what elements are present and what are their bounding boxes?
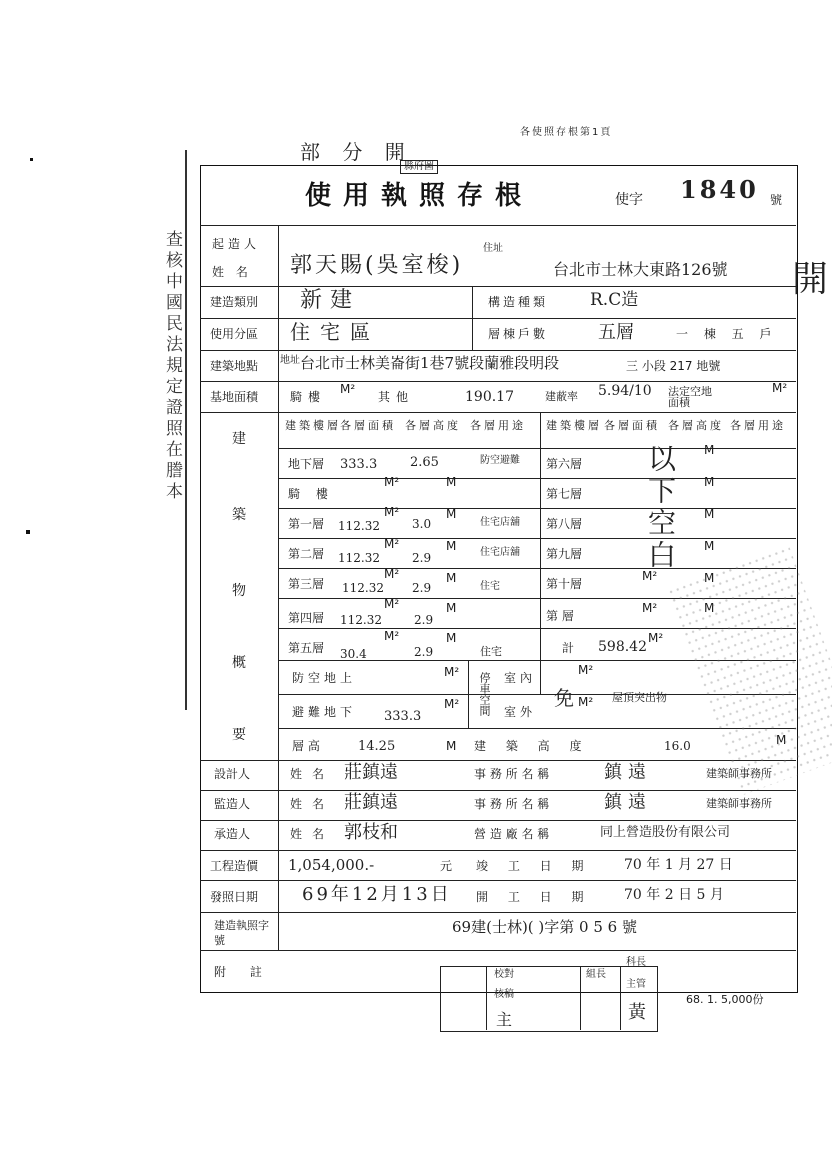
unit-m2: M²	[578, 663, 594, 677]
unit-m: M	[704, 539, 715, 553]
unit-m: M	[704, 571, 715, 585]
approval-stamp-box	[440, 966, 658, 1032]
row-use: 住宅	[480, 645, 502, 658]
stamp-box2-0: 科長	[626, 957, 646, 968]
site-suffix: 三 小段 217 地號	[626, 359, 721, 373]
area-unit: M²	[340, 382, 356, 396]
side-label-3: 概	[232, 655, 246, 671]
role-designer: 設計人	[214, 767, 251, 781]
rule	[200, 880, 796, 881]
zone-value: 住宅區	[290, 320, 380, 344]
col-header-floor: 建築樓層	[285, 419, 341, 432]
row-use: 住宅店舖	[480, 517, 520, 528]
rule	[200, 950, 796, 951]
row-floor: 第三層	[288, 577, 325, 591]
rule	[200, 286, 796, 287]
total-value: 598.42	[598, 639, 647, 655]
row-height: 2.65	[410, 455, 439, 470]
supervisor-cert: 建築師事務所	[706, 797, 772, 810]
col-header-height: 各層高度	[405, 419, 461, 432]
office-label: 事 務 所 名 稱	[474, 767, 550, 781]
type-value: 新建	[300, 288, 361, 313]
stamp-box2-2: 黃	[628, 1002, 646, 1023]
unit-m: M	[776, 733, 787, 747]
role-supervisor: 監造人	[214, 797, 251, 811]
row-floor-right: 第七層	[546, 487, 583, 501]
defense-value2: 333.3	[384, 709, 422, 724]
row-height: 3.0	[412, 517, 432, 531]
contractor-name: 郭枝和	[344, 822, 398, 843]
table-rule	[278, 508, 796, 509]
roof-label: 屋頂突出物	[612, 691, 667, 704]
unit-m: M	[446, 601, 457, 615]
owner-name: 郭天賜(吳室梭)	[290, 253, 464, 278]
unit-m2: M²	[578, 695, 594, 709]
unit-m: M	[446, 571, 457, 585]
name-label: 姓名	[290, 767, 335, 781]
row-height: 2.9	[414, 613, 434, 627]
area-sub1: 騎樓	[290, 390, 327, 404]
row-height: 2.9	[412, 581, 432, 595]
area-legal: 法定空地面積	[668, 385, 712, 409]
row-area: 112.32	[342, 581, 384, 595]
stamp-divider	[620, 966, 621, 1030]
area-label: 基地面積	[210, 390, 259, 404]
margin-dot	[26, 530, 30, 534]
row-floor: 地下層	[288, 457, 325, 471]
role-contractor: 承造人	[214, 827, 251, 841]
unit-m: M	[704, 601, 715, 615]
issue-label: 發照日期	[210, 890, 259, 904]
stamp-box2-1: 主管	[626, 979, 646, 990]
floors-extra: 一 棟 五 戶	[676, 327, 778, 341]
table-rule	[278, 478, 796, 479]
area-other: 190.17	[465, 389, 514, 405]
margin-dot	[30, 158, 33, 161]
rule	[200, 350, 796, 351]
row-floor: 第四層	[288, 611, 325, 625]
number-prefix: 使字	[615, 192, 643, 208]
site-label: 建築地點	[210, 359, 259, 373]
row-height: 2.9	[412, 551, 432, 565]
printer-code: 68. 1. 5,000份	[686, 993, 764, 1006]
parking-indoor: 室內	[504, 671, 537, 685]
start-label: 開 工 日 期	[476, 890, 592, 904]
parking-outdoor-value: 免	[554, 686, 574, 710]
unit-m: M	[704, 443, 715, 457]
unit-m2: M²	[384, 567, 400, 581]
rule	[200, 318, 796, 319]
top-right-print: 各使照存根第1頁	[520, 127, 613, 138]
rule	[200, 912, 796, 913]
row-floor-right: 第八層	[546, 517, 583, 531]
issue-value: 69年12月13日	[302, 884, 452, 905]
address-label: 住址	[483, 243, 503, 254]
left-margin-text: 查核中國民法規定證照在謄本	[162, 230, 182, 503]
col-header-area: 各層面積	[340, 419, 396, 432]
permit-value: 69建(士林)( )字第 0 5 6 號	[452, 918, 637, 936]
area-unit-2: M²	[772, 381, 788, 395]
rule	[200, 820, 796, 821]
row-floor: 第一層	[288, 517, 325, 531]
rule	[200, 412, 796, 413]
unit-m2: M²	[384, 475, 400, 489]
permit-label: 建造執照字號	[214, 919, 269, 948]
supervisor-office: 鎮遠	[604, 792, 652, 813]
col-header-floor-r: 建築樓層	[546, 419, 602, 432]
owner-label-top: 起造人	[212, 237, 261, 251]
remarks-label: 附 註	[214, 965, 272, 979]
unit-m2: M²	[444, 665, 460, 679]
complete-label: 竣 工 日 期	[476, 859, 592, 873]
unit-m: M	[446, 507, 457, 521]
complete-value: 70 年 1 月 27 日	[624, 857, 733, 873]
number-suffix: 號	[770, 193, 783, 207]
unit-m: M	[446, 739, 457, 753]
owner-label: 姓 名	[212, 265, 252, 279]
unit-m2: M²	[384, 505, 400, 519]
side-label-4: 要	[232, 727, 246, 743]
row-use: 防空避難	[480, 455, 520, 466]
cost-unit: 元	[440, 859, 453, 873]
defense-label1: 防空地上	[292, 671, 357, 685]
stamp-box1-0: 校對	[494, 969, 514, 980]
side-label-0: 建	[232, 431, 246, 447]
site-prefix: 地址	[280, 355, 300, 366]
rule	[200, 790, 796, 791]
designer-cert: 建築師事務所	[706, 767, 772, 780]
unit-m2: M²	[384, 537, 400, 551]
address-value: 台北市士林大東路126號	[553, 260, 728, 279]
stamp-box1-1: 核稿	[494, 989, 514, 1000]
row-floor-right: 第六層	[546, 457, 583, 471]
defense-label2: 避難地下	[292, 705, 357, 719]
col-header-use: 各層用途	[470, 419, 526, 432]
unit-m: M	[704, 507, 715, 521]
office-label: 營 造 廠 名 稱	[474, 827, 550, 841]
col-header-height-r: 各層高度	[668, 419, 724, 432]
rule	[200, 381, 796, 382]
rule	[278, 225, 279, 950]
building-height-value: 16.0	[664, 739, 691, 753]
floors-value: 五層	[598, 322, 634, 343]
row-floor-right: 第 層	[546, 609, 574, 623]
unit-m2: M²	[642, 601, 658, 615]
structure-value: R.C造	[590, 290, 639, 310]
building-height-label: 建 築 高 度	[474, 739, 590, 753]
col-header-use-r: 各層用途	[730, 419, 786, 432]
stamp-divider	[580, 966, 581, 1030]
unit-m2: M²	[384, 629, 400, 643]
unit-m2: M²	[444, 697, 460, 711]
area-ratio: 5.94/10	[598, 383, 652, 399]
unit-m: M	[446, 475, 457, 489]
area-sub2: 其他	[378, 390, 415, 404]
row-floor: 騎 樓	[288, 487, 334, 501]
side-label-2: 物	[232, 583, 246, 599]
cost-label: 工程造價	[210, 859, 259, 873]
unit-m: M	[704, 475, 715, 489]
designer-office: 鎮遠	[604, 762, 652, 783]
form-title: 使用執照存根	[305, 181, 534, 211]
zone-label: 使用分區	[210, 327, 259, 341]
name-label: 姓名	[290, 827, 335, 841]
permit-number: 1840	[680, 175, 759, 204]
row-floor-right: 第九層	[546, 547, 583, 561]
handwritten-note: 以下空白	[644, 444, 677, 572]
area-sub3: 建蔽率	[545, 390, 578, 403]
structure-label: 構造種類	[488, 295, 549, 309]
row-area: 112.32	[338, 551, 380, 565]
start-value: 70 年 2 日 5 月	[624, 887, 724, 903]
stamp-box1-2: 主	[496, 1010, 513, 1029]
unit-m: M	[446, 539, 457, 553]
table-rule	[278, 448, 796, 449]
row-floor: 第五層	[288, 641, 325, 655]
floors-label: 層棟戶數	[488, 327, 549, 341]
floor-height-value: 14.25	[358, 739, 396, 754]
rule	[200, 760, 796, 761]
row-use: 住宅店舖	[480, 547, 520, 558]
rule	[472, 286, 473, 350]
unit-m: M	[446, 631, 457, 645]
parking-outdoor: 室外	[504, 705, 537, 719]
contractor-office: 同上營造股份有限公司	[600, 825, 731, 840]
total-label: 計	[562, 641, 575, 655]
site-value: 台北市士林美崙街1巷7號段蘭雅段明段	[300, 354, 560, 372]
left-margin-line	[185, 150, 187, 710]
unit-m2: M²	[384, 597, 400, 611]
row-area: 112.32	[338, 519, 380, 533]
small-box-label: 縣府圖	[400, 160, 438, 174]
rule	[200, 225, 796, 226]
side-label-1: 築	[232, 507, 246, 523]
stamp-box3-0: 組長	[586, 969, 606, 980]
rule	[200, 850, 796, 851]
row-floor: 第二層	[288, 547, 325, 561]
office-label: 事 務 所 名 稱	[474, 797, 550, 811]
top-note: 部 分 開	[300, 140, 413, 164]
row-use: 住宅	[480, 581, 500, 592]
designer-name: 莊鎮遠	[344, 762, 398, 783]
name-label: 姓名	[290, 797, 335, 811]
unit-m2: M²	[648, 631, 664, 645]
rule	[468, 660, 469, 728]
stamp-divider	[486, 966, 487, 1030]
right-margin-text: 開	[792, 259, 829, 300]
supervisor-name: 莊鎮遠	[344, 792, 398, 813]
row-height: 2.9	[414, 645, 434, 659]
type-label: 建造類別	[210, 295, 259, 309]
table-rule	[278, 538, 796, 539]
rule	[540, 412, 541, 694]
row-area: 30.4	[340, 647, 367, 661]
col-header-area-r: 各層面積	[604, 419, 660, 432]
cost-value: 1,054,000.-	[288, 856, 375, 874]
floor-height-label: 層 高	[292, 739, 320, 753]
unit-m2: M²	[642, 569, 658, 583]
row-floor-right: 第十層	[546, 577, 583, 591]
row-area: 112.32	[340, 613, 382, 627]
parking-label: 停車空間	[478, 672, 491, 716]
row-area: 333.3	[340, 457, 378, 472]
